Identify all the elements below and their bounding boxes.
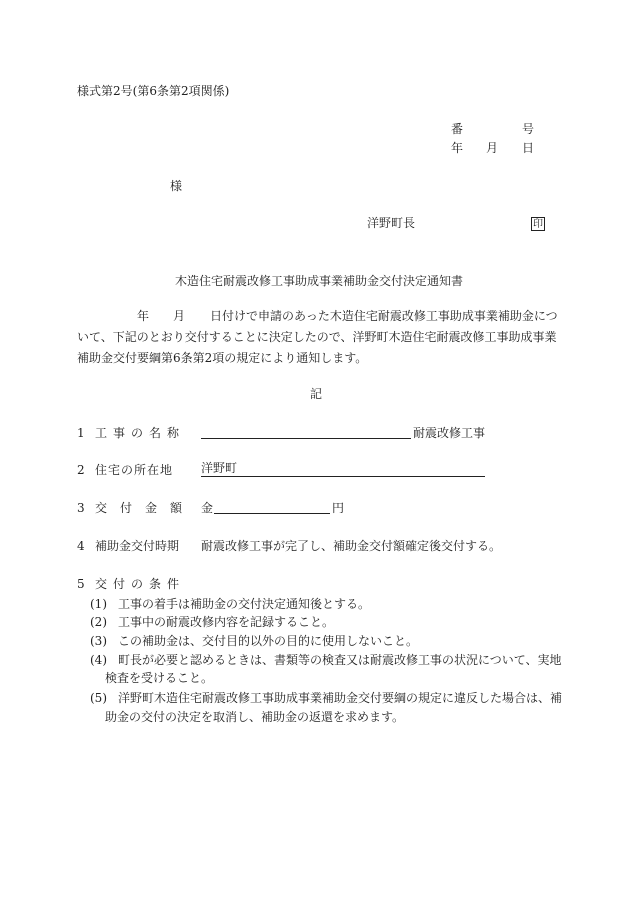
item-2-prefix: 洋野町 xyxy=(201,461,238,475)
condition-2-number: (2) xyxy=(90,615,107,629)
ref-number-label: 番 xyxy=(451,122,464,136)
item-4-number: 4 xyxy=(77,539,85,553)
condition-5-number: (5) xyxy=(90,691,107,705)
item-1-label: 工事の名称 xyxy=(95,426,186,440)
issuer-name: 洋野町長 xyxy=(367,216,416,230)
item-3-label: 交付金額 xyxy=(95,501,196,515)
condition-1-number: (1) xyxy=(90,597,107,611)
condition-4-text: 町長が必要と認めるときは、書類等の検査又は耐震改修工事の状況について、実地 xyxy=(118,653,562,667)
ki-heading: 記 xyxy=(310,387,323,401)
item-4-label: 補助金交付時期 xyxy=(95,539,180,553)
condition-3-number: (3) xyxy=(90,634,107,648)
item-3-blank-line xyxy=(214,498,330,514)
item-1-suffix: 耐震改修工事 xyxy=(413,426,486,440)
seal-mark xyxy=(531,215,545,231)
condition-5-text: 洋野町木造住宅耐震改修工事助成事業補助金交付要綱の規定に違反した場合は、補 xyxy=(118,691,563,705)
item-4-text: 耐震改修工事が完了し、補助金交付額確定後交付する。 xyxy=(201,539,502,553)
item-5-number: 5 xyxy=(77,577,85,591)
date-year-label: 年 xyxy=(451,141,464,155)
date-day-label: 日 xyxy=(522,141,535,155)
condition-4-number: (4) xyxy=(90,653,107,667)
item-3-suffix: 円 xyxy=(332,501,345,515)
item-1-number: 1 xyxy=(77,426,85,440)
item-3-number: 3 xyxy=(77,501,85,515)
body-month: 月 xyxy=(173,309,186,323)
seal-icon: 印 xyxy=(533,219,543,230)
addressee-suffix: 様 xyxy=(170,179,183,193)
body-line-3: 補助金交付要綱第6条第2項の規定により通知します。 xyxy=(77,351,368,365)
body-line-2: いて、下記のとおり交付することに決定したので、洋野町木造住宅耐震改修工事助成事業 xyxy=(77,330,557,344)
item-2-number: 2 xyxy=(77,463,85,477)
ref-number-suffix: 号 xyxy=(522,122,535,136)
condition-1-text: 工事の着手は補助金の交付決定通知後とする。 xyxy=(118,597,371,611)
condition-3-text: この補助金は、交付目的以外の目的に使用しないこと。 xyxy=(118,634,419,648)
condition-2-text: 工事中の耐震改修内容を記録すること。 xyxy=(118,615,335,629)
condition-5-continuation: 助金の交付の決定を取消し、補助金の返還を求めます。 xyxy=(105,710,405,724)
item-2-label: 住宅の所在地 xyxy=(95,463,174,477)
date-month-label: 月 xyxy=(486,141,499,155)
item-2-address-field xyxy=(201,460,485,477)
condition-4-continuation: 検査を受けること。 xyxy=(105,671,214,685)
document-title: 木造住宅耐震改修工事助成事業補助金交付決定通知書 xyxy=(175,274,464,288)
body-year: 年 xyxy=(137,309,150,323)
item-5-label: 交付の条件 xyxy=(95,577,186,591)
form-label: 様式第2号(第6条第2項関係) xyxy=(77,84,230,98)
item-3-prefix: 金 xyxy=(201,501,214,515)
body-line-1: 日付けで申請のあった木造住宅耐震改修工事助成事業補助金につ xyxy=(210,309,558,323)
item-1-blank-line xyxy=(201,423,411,439)
